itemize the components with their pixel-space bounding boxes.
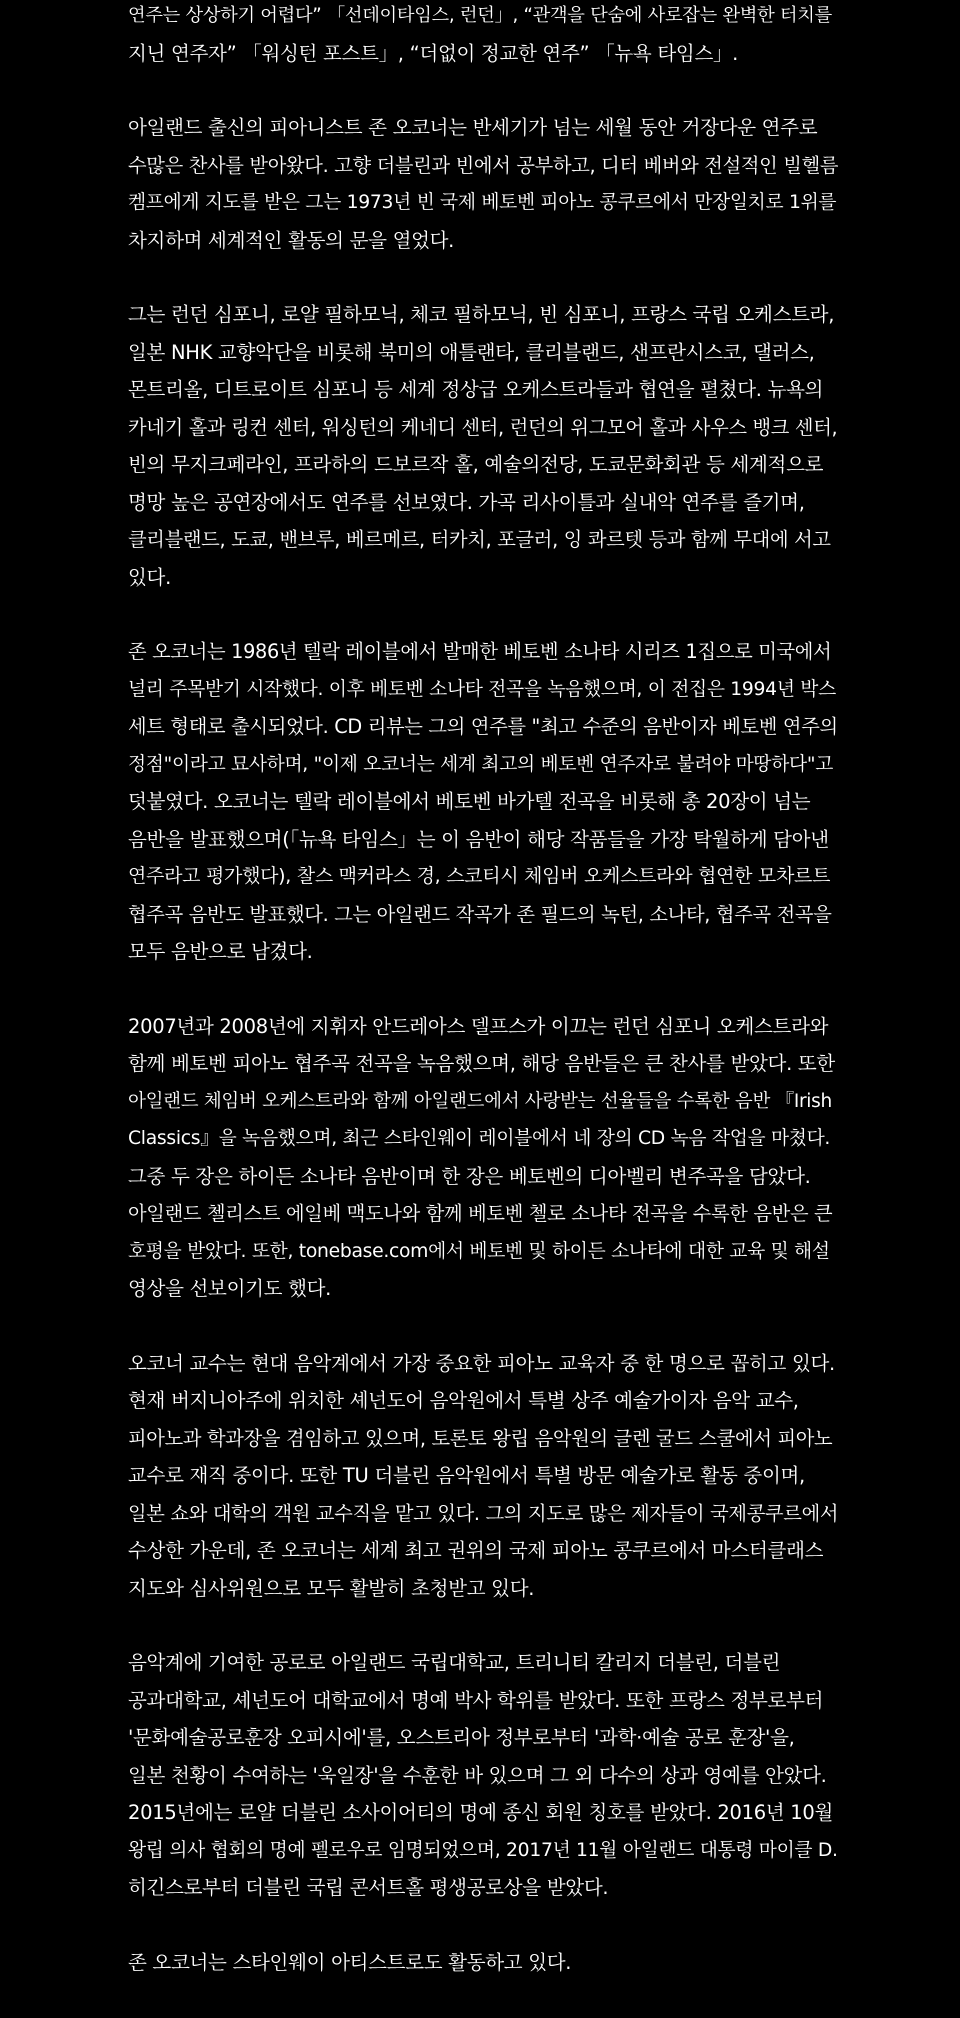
bio-text-line: 왕립 의사 협회의 명예 펠로우로 임명되었으며, 2017년 11월 아일랜드 대통령 마이클 D. [128, 1839, 838, 1861]
bio-text-line: 연주라고 평가했다), 찰스 맥커라스 경, 스코티시 체임버 오케스트라와 협연한 모차르트 [128, 865, 831, 887]
bio-text-line: 지도와 심사위원으로 모두 활발히 초청받고 있다. [128, 1576, 535, 1600]
bio-paragraph-press-quotes [128, 0, 838, 72]
bio-text-line: 2007년과 2008년에 지휘자 안드레아스 델프스가 이끄는 런던 심포니 오케스트라와 [128, 1014, 829, 1038]
bio-text-line: 클리블랜드, 도쿄, 밴브루, 베르메르, 터카치, 포글러, 잉 콰르텟 등과 함께 무대에 서고 [128, 528, 831, 551]
bio-text-line: 명망 높은 공연장에서도 연주를 선보였다. 가곡 리사이틀과 실내악 연주를 즐기며, [128, 490, 805, 514]
bio-paragraph-teaching [128, 1345, 838, 1608]
bio-text-line: 음악계에 기여한 공로로 아일랜드 국립대학교, 트리니티 칼리지 더블린, 더블린 [128, 1651, 781, 1674]
bio-text-line: 아일랜드 첼리스트 에일베 맥도나와 함께 베토벤 첼로 소나타 전곡을 수록한 음반은 큰 [128, 1202, 833, 1225]
bio-text-line: 수많은 찬사를 받아왔다. 고향 더블린과 빈에서 공부하고, 디터 베버와 전설적인 빌헬름 [128, 153, 839, 177]
bio-text-line: 교수로 재직 중이다. 또한 TU 더블린 음악원에서 특별 방문 예술가로 활동 중이며, [128, 1464, 805, 1487]
bio-text-line: 오코너 교수는 현대 음악계에서 가장 중요한 피아노 교육자 중 한 명으로 꼽히고 있다. [128, 1351, 835, 1375]
bio-text-line: 널리 주목받기 시작했다. 이후 베토벤 소나타 전곡을 녹음했으며, 이 전집은 1994년 박스 [128, 678, 836, 700]
bio-text-line: 협주곡 음반도 발표했다. 그는 아일랜드 작곡가 존 필드의 녹턴, 소나타, 협주곡 전곡을 [128, 902, 832, 926]
bio-paragraph-early-career [128, 109, 838, 259]
bio-text-line: 히긴스로부터 더블린 국립 콘서트홀 평생공로상을 받았다. [128, 1876, 609, 1899]
bio-text-line: 함께 베토벤 피아노 협주곡 전곡을 녹음했으며, 해당 음반들은 큰 찬사를 받았다. 또한 [128, 1052, 835, 1075]
bio-text-line: 존 오코너는 1986년 텔락 레이블에서 발매한 베토벤 소나타 시리즈 1집으로 미국에서 [128, 640, 832, 663]
biography-section [128, 0, 838, 2018]
bio-text-line: 일본 쇼와 대학의 객원 교수직을 맡고 있다. 그의 지도로 많은 제자들이 국제콩쿠르에서 [128, 1501, 839, 1525]
bio-text-line: 세트 형태로 출시되었다. CD 리뷰는 그의 연주를 "최고 수준의 음반이자 베토벤 연주의 [128, 715, 838, 738]
bio-text-line: 연주는 상상하기 어렵다” 「선데이타임스, 런던」, “관객을 단숨에 사로잡는 완벽한 터치를 [128, 5, 832, 26]
bio-text-line: 켐프에게 지도를 받은 그는 1973년 빈 국제 베토벤 피아노 콩쿠르에서 만장일치로 1위를 [128, 192, 837, 213]
bio-text-line: 그는 런던 심포니, 로얄 필하모닉, 체코 필하모닉, 빈 심포니, 프랑스 국립 오케스트라, [128, 303, 835, 326]
bio-text-line: 아일랜드 체임버 오케스트라와 함께 아일랜드에서 사랑받는 선율들을 수록한 음반 『Irish [128, 1090, 832, 1112]
bio-text-line: 아일랜드 출신의 피아니스트 존 오코너는 반세기가 넘는 세월 동안 거장다운 연주로 [128, 116, 818, 139]
bio-text-line: 몬트리올, 디트로이트 심포니 등 세계 정상급 오케스트라들과 협연을 펼쳤다. 뉴욕의 [128, 378, 824, 401]
bio-text-line: 있다. [128, 565, 171, 589]
bio-text-line: 일본 천황이 수여하는 '욱일장'을 수훈한 바 있으며 그 외 다수의 상과 영예를 안았다. [128, 1763, 827, 1787]
bio-text-line: 덧붙였다. 오코너는 텔락 레이블에서 베토벤 바가텔 전곡을 비롯해 총 20장이 넘는 [128, 790, 811, 813]
bio-text-line: '문화예술공로훈장 오피시에'를, 오스트리아 정부로부터 '과학·예술 공로 훈장'을, [128, 1726, 795, 1749]
bio-text-line: 음반을 발표했으며(「뉴욕 타임스」는 이 음반이 해당 작품들을 가장 탁월하게 담아낸 [128, 827, 829, 851]
bio-text-line: 지닌 연주자” 「워싱턴 포스트」, “더없이 정교한 연주” 「뉴욕 타임스」. [128, 41, 739, 65]
bio-text-line: 호평을 받았다. 또한, tonebase.com에서 베토벤 및 하이든 소나타에 대한 교육 및 해설 [128, 1240, 830, 1262]
bio-text-line: 영상을 선보이기도 했다. [128, 1277, 332, 1300]
bio-paragraph-orchestras [128, 296, 838, 596]
bio-text-line: 현재 버지니아주에 위치한 셰넌도어 음악원에서 특별 상주 예술가이자 음악 교수, [128, 1389, 799, 1412]
bio-text-line: 카네기 홀과 링컨 센터, 워싱턴의 케네디 센터, 런던의 위그모어 홀과 사우스 뱅크 센터, [128, 415, 838, 439]
bio-text-line: 차지하며 세계적인 활동의 문을 열었다. [128, 228, 455, 252]
bio-text-line: 정점"이라고 묘사하며, "이제 오코너는 세계 최고의 베토벤 연주자로 불려야 마땅하다"고 [128, 753, 834, 775]
bio-text-line: 그중 두 장은 하이든 소나타 음반이며 한 장은 베토벤의 디아벨리 변주곡을 담았다. [128, 1164, 811, 1188]
bio-paragraph-recordings [128, 633, 838, 971]
bio-text-line: 2015년에는 로얄 더블린 소사이어티의 명예 종신 회원 칭호를 받았다. 2016년 10월 [128, 1801, 833, 1824]
bio-text-line: 일본 NHK 교향악단을 비롯해 북미의 애틀랜타, 클리블랜드, 샌프란시스코, 댈러스, [128, 340, 815, 364]
bio-text-line: 공과대학교, 셰넌도어 대학교에서 명예 박사 학위를 받았다. 또한 프랑스 정부로부터 [128, 1688, 824, 1712]
bio-text-line: 모두 음반으로 남겼다. [128, 940, 313, 963]
bio-text-line: 피아노과 학과장을 겸임하고 있으며, 토론토 왕립 음악원의 글렌 굴드 스쿨에서 피아노 [128, 1426, 833, 1450]
bio-paragraph-steinway [128, 1944, 838, 1982]
bio-paragraph-honors [128, 1644, 838, 1907]
bio-text-line: 존 오코너는 스타인웨이 아티스트로도 활동하고 있다. [128, 1950, 572, 1974]
bio-text-line: 수상한 가운데, 존 오코너는 세계 최고 권위의 국제 피아노 콩쿠르에서 마스터클래스 [128, 1539, 824, 1562]
bio-text-line: 빈의 무지크페라인, 프라하의 드보르작 홀, 예술의전당, 도쿄문화회관 등 세계적으로 [128, 453, 824, 476]
bio-text-line: Classics』을 녹음했으며, 최근 스타인웨이 레이블에서 네 장의 CD 녹음 작업을 마쳤다. [128, 1128, 831, 1149]
bio-paragraph-concertos [128, 1008, 838, 1308]
